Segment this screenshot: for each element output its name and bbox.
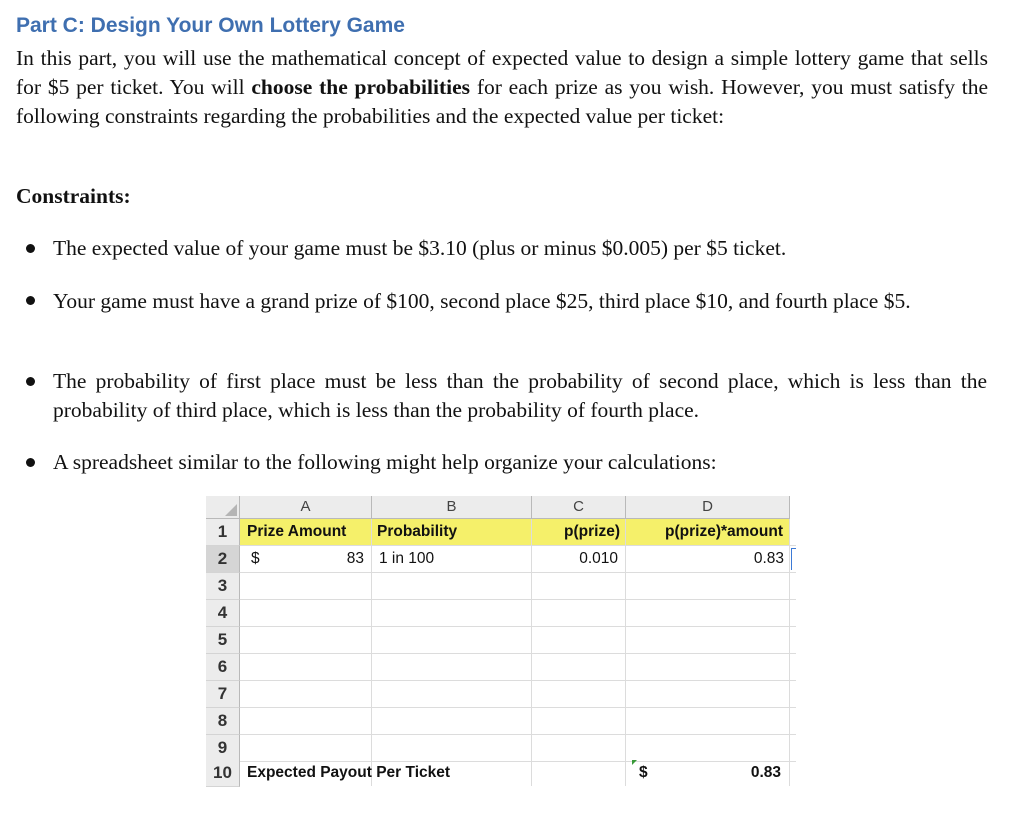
- row-header-4[interactable]: 4: [206, 600, 240, 627]
- cell-c1[interactable]: p(prize): [564, 523, 620, 540]
- grid-row: [240, 681, 796, 708]
- bullet-icon: [26, 458, 35, 467]
- cell-d10-value[interactable]: 0.83: [750, 764, 781, 781]
- row-header-6[interactable]: 6: [206, 654, 240, 681]
- selection-indicator: [791, 548, 792, 570]
- bullet-icon: [26, 377, 35, 386]
- select-all-icon: [225, 504, 237, 516]
- row-header-5[interactable]: 5: [206, 627, 240, 654]
- constraint-item-expected-value: The expected value of your game must be $3.10 (plus or minus $0.005) per $5 ticket.: [53, 236, 787, 260]
- bullet-icon: [26, 244, 35, 253]
- cell-b1[interactable]: Probability: [377, 523, 458, 540]
- cell-b2[interactable]: 1 in 100: [379, 550, 435, 567]
- spreadsheet: [206, 496, 796, 786]
- row-header-10[interactable]: 10: [206, 760, 240, 787]
- column-header-d[interactable]: D: [626, 496, 790, 519]
- intro-text-cont: for each prize as you wish. However, you must satisfy the following constraints regarding the probabilities and the expected value per ticket:: [16, 75, 989, 128]
- row-header-7[interactable]: 7: [206, 681, 240, 708]
- intro-bold-text: choose the probabilities: [251, 75, 471, 99]
- intro-paragraph: [16, 44, 988, 131]
- grid-row: [240, 600, 796, 627]
- cell-a1[interactable]: Prize Amount: [247, 523, 347, 540]
- cell-d2[interactable]: 0.83: [753, 550, 784, 567]
- select-all-corner[interactable]: [206, 496, 240, 519]
- column-divider: [371, 519, 372, 786]
- cell-d1[interactable]: p(prize)*amount: [665, 523, 783, 540]
- row-header-9[interactable]: 9: [206, 735, 240, 762]
- row-header-1[interactable]: 1: [206, 519, 240, 546]
- section-heading: Part C: Design Your Own Lottery Game: [16, 14, 405, 37]
- column-divider: [789, 519, 790, 786]
- grid-row: [240, 627, 796, 654]
- row-header-8[interactable]: 8: [206, 708, 240, 735]
- bullet-icon: [26, 296, 35, 305]
- grid-row: [240, 735, 796, 762]
- cell-c2[interactable]: 0.010: [579, 550, 618, 567]
- column-header-c[interactable]: C: [532, 496, 626, 519]
- grid-row: [240, 573, 796, 600]
- row-header-2[interactable]: 2: [206, 546, 240, 573]
- intro-text: In this part, you will use the mathematical concept of expected value to design a simple lottery game that sells for $5 per ticket. You will: [16, 46, 988, 99]
- cell-a2-value[interactable]: 83: [346, 550, 364, 567]
- column-header-b[interactable]: B: [372, 496, 532, 519]
- cell-d10-currency[interactable]: $: [639, 764, 648, 781]
- grid-row: [240, 654, 796, 681]
- selection-indicator-tick: [791, 548, 796, 549]
- row-header-3[interactable]: 3: [206, 573, 240, 600]
- cell-a10[interactable]: Expected Payout Per Ticket: [247, 764, 451, 781]
- constraint-item-probabilities: The probability of first place must be less than the probability of second place, which is less than the probability of third place, which is less than the probability of fourth place.: [53, 369, 987, 422]
- constraints-label: Constraints:: [16, 184, 131, 208]
- constraint-item-prizes: Your game must have a grand prize of $100, second place $25, third place $10, and fourth place $5.: [53, 289, 911, 313]
- grid-row: [240, 708, 796, 735]
- column-header-a[interactable]: A: [240, 496, 372, 519]
- cell-a2-currency[interactable]: $: [251, 550, 260, 567]
- constraint-item-spreadsheet: A spreadsheet similar to the following might help organize your calculations:: [53, 450, 717, 474]
